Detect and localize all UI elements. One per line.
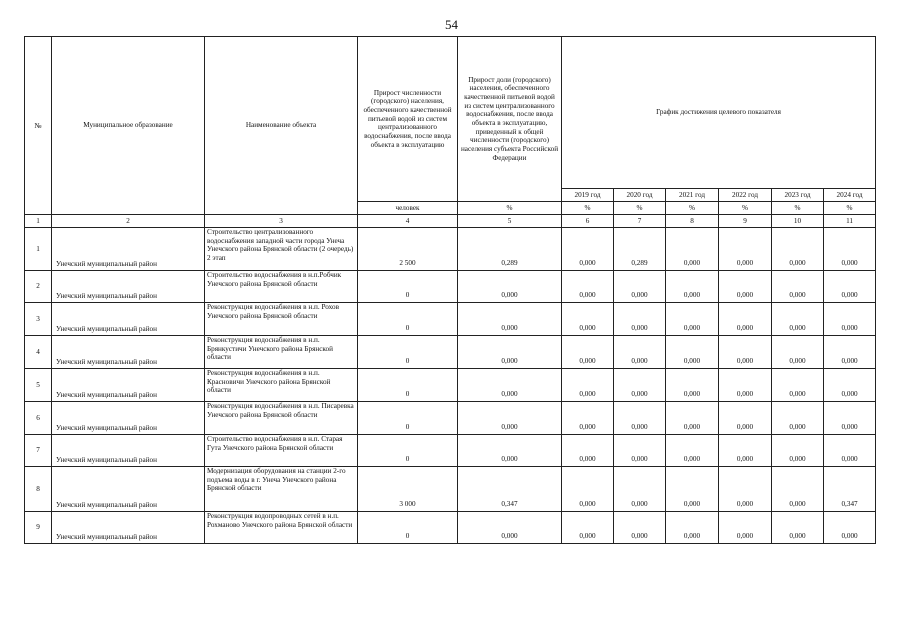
row-value-2021: 0,000 [666,512,719,544]
row-object-name: Строительство водоснабжения в н.п.Робчик Унечского района Брянской области [205,271,358,303]
row-number: 7 [25,435,52,467]
row-municipality: Унечский муниципальный район [52,303,205,336]
row-value-2019: 0,000 [562,228,614,271]
row-number: 6 [25,402,52,435]
table-row [25,467,876,512]
row-population-growth: 0 [358,303,458,336]
colnum-2: 2 [52,215,205,228]
row-value-2022: 0,000 [719,336,772,369]
table-row [25,336,876,369]
row-value-2020: 0,000 [614,336,666,369]
row-value-2020: 0,000 [614,512,666,544]
row-object-name: Реконструкция водопроводных сетей в н.п. Рохманово Унечского района Брянской области [205,512,358,544]
row-population-growth: 2 500 [358,228,458,271]
row-value-2022: 0,000 [719,435,772,467]
row-value-2019: 0,000 [562,336,614,369]
row-value-2022: 0,000 [719,512,772,544]
row-share-growth: 0,289 [458,228,562,271]
row-value-2019: 0,000 [562,271,614,303]
header-row [25,37,876,189]
row-value-2023: 0,000 [772,271,824,303]
row-value-2024: 0,000 [824,402,876,435]
row-object-name: Строительство централизованного водоснабжения западной части города Унеча Унечского района Брянской области (2 очередь) 2 этап [205,228,358,271]
row-value-2019: 0,000 [562,402,614,435]
row-population-growth: 0 [358,435,458,467]
row-number: 3 [25,303,52,336]
row-share-growth: 0,000 [458,512,562,544]
row-value-2023: 0,000 [772,336,824,369]
row-share-growth: 0,000 [458,336,562,369]
row-object-name: Реконструкция водоснабжения в н.п. Брянкустичи Унечского района Брянской области [205,336,358,369]
row-population-growth: 0 [358,336,458,369]
row-object-name: Реконструкция водоснабжения в н.п. Рохов Унечского района Брянской области [205,303,358,336]
unit-2019: % [562,202,614,215]
row-share-growth: 0,347 [458,467,562,512]
row-municipality: Унечский муниципальный район [52,512,205,544]
row-municipality: Унечский муниципальный район [52,336,205,369]
row-value-2019: 0,000 [562,512,614,544]
col-header-municipality: Муниципальное образование [52,37,205,215]
row-object-name: Реконструкция водоснабжения в н.п. Красновичи Унечского района Брянской области [205,369,358,402]
row-value-2024: 0,347 [824,467,876,512]
year-2021: 2021 год [666,189,719,202]
row-population-growth: 0 [358,512,458,544]
row-number: 1 [25,228,52,271]
row-value-2021: 0,000 [666,271,719,303]
unit-2024: % [824,202,876,215]
row-value-2019: 0,000 [562,467,614,512]
row-value-2022: 0,000 [719,369,772,402]
row-value-2020: 0,289 [614,228,666,271]
row-municipality: Унечский муниципальный район [52,402,205,435]
row-value-2023: 0,000 [772,512,824,544]
colnum-9: 9 [719,215,772,228]
row-value-2020: 0,000 [614,435,666,467]
year-2019: 2019 год [562,189,614,202]
row-value-2023: 0,000 [772,467,824,512]
table-row [25,369,876,402]
row-value-2024: 0,000 [824,336,876,369]
row-share-growth: 0,000 [458,435,562,467]
row-object-name: Строительство водоснабжения в н.п. Старая Гута Унечского района Брянской области [205,435,358,467]
row-population-growth: 0 [358,402,458,435]
row-value-2021: 0,000 [666,435,719,467]
row-value-2023: 0,000 [772,303,824,336]
row-value-2024: 0,000 [824,303,876,336]
col-header-schedule: График достижения целевого показателя [562,37,876,189]
row-municipality: Унечский муниципальный район [52,435,205,467]
row-number: 2 [25,271,52,303]
row-value-2019: 0,000 [562,303,614,336]
colnum-11: 11 [824,215,876,228]
row-value-2021: 0,000 [666,336,719,369]
row-number: 9 [25,512,52,544]
unit-2023: % [772,202,824,215]
row-value-2021: 0,000 [666,467,719,512]
row-value-2022: 0,000 [719,402,772,435]
row-value-2023: 0,000 [772,435,824,467]
colnum-10: 10 [772,215,824,228]
row-value-2022: 0,000 [719,303,772,336]
unit-share: % [458,202,562,215]
row-value-2020: 0,000 [614,402,666,435]
row-share-growth: 0,000 [458,402,562,435]
row-value-2023: 0,000 [772,228,824,271]
table-row [25,271,876,303]
col-header-num: № [25,37,52,215]
row-value-2019: 0,000 [562,435,614,467]
row-value-2024: 0,000 [824,435,876,467]
row-share-growth: 0,000 [458,271,562,303]
column-numbers-row [25,215,876,228]
colnum-4: 4 [358,215,458,228]
colnum-6: 6 [562,215,614,228]
row-number: 5 [25,369,52,402]
table-row [25,435,876,467]
table-row [25,303,876,336]
table-body [25,228,876,544]
table-row [25,512,876,544]
row-value-2022: 0,000 [719,271,772,303]
row-value-2020: 0,000 [614,303,666,336]
row-value-2021: 0,000 [666,303,719,336]
year-2024: 2024 год [824,189,876,202]
row-value-2023: 0,000 [772,369,824,402]
row-number: 8 [25,467,52,512]
colnum-7: 7 [614,215,666,228]
page-number: 54 [445,17,458,32]
target-indicator-table [24,36,876,544]
row-share-growth: 0,000 [458,303,562,336]
col-header-object: Наименование объекта [205,37,358,215]
row-value-2020: 0,000 [614,271,666,303]
row-value-2019: 0,000 [562,369,614,402]
row-value-2020: 0,000 [614,467,666,512]
row-municipality: Унечский муниципальный район [52,467,205,512]
colnum-3: 3 [205,215,358,228]
year-2022: 2022 год [719,189,772,202]
colnum-8: 8 [666,215,719,228]
table-row [25,402,876,435]
row-population-growth: 3 000 [358,467,458,512]
colnum-5: 5 [458,215,562,228]
row-value-2020: 0,000 [614,369,666,402]
row-municipality: Унечский муниципальный район [52,228,205,271]
row-value-2021: 0,000 [666,369,719,402]
row-value-2022: 0,000 [719,467,772,512]
row-value-2024: 0,000 [824,369,876,402]
row-value-2024: 0,000 [824,271,876,303]
row-number: 4 [25,336,52,369]
row-population-growth: 0 [358,271,458,303]
unit-2022: % [719,202,772,215]
row-value-2024: 0,000 [824,512,876,544]
table-row [25,228,876,271]
row-municipality: Унечский муниципальный район [52,369,205,402]
row-object-name: Модернизация оборудования на станции 2-го подъема воды в г. Унеча Унечского района Брянской области [205,467,358,512]
unit-people: человек [358,202,458,215]
row-municipality: Унечский муниципальный район [52,271,205,303]
row-value-2021: 0,000 [666,402,719,435]
row-share-growth: 0,000 [458,369,562,402]
col-header-share-growth: Прирост доли (городского) населения, обеспеченного качественной питьевой водой из систем централизованного водоснабжения, после ввода объекта в эксплуатацию, приведенный к общей численности (городского) населения субъекта Российской Федерации [458,37,562,202]
row-value-2022: 0,000 [719,228,772,271]
col-header-population-growth: Прирост численности (городского) населения, обеспеченного качественной питьевой водой из систем централизованного водоснабжения, после ввода объекта в эксплуатацию [358,37,458,202]
colnum-1: 1 [25,215,52,228]
row-population-growth: 0 [358,369,458,402]
unit-2020: % [614,202,666,215]
year-2020: 2020 год [614,189,666,202]
row-value-2021: 0,000 [666,228,719,271]
row-object-name: Реконструкция водоснабжения в н.п. Писаревка Унечского района Брянской области [205,402,358,435]
year-2023: 2023 год [772,189,824,202]
unit-2021: % [666,202,719,215]
row-value-2023: 0,000 [772,402,824,435]
row-value-2024: 0,000 [824,228,876,271]
